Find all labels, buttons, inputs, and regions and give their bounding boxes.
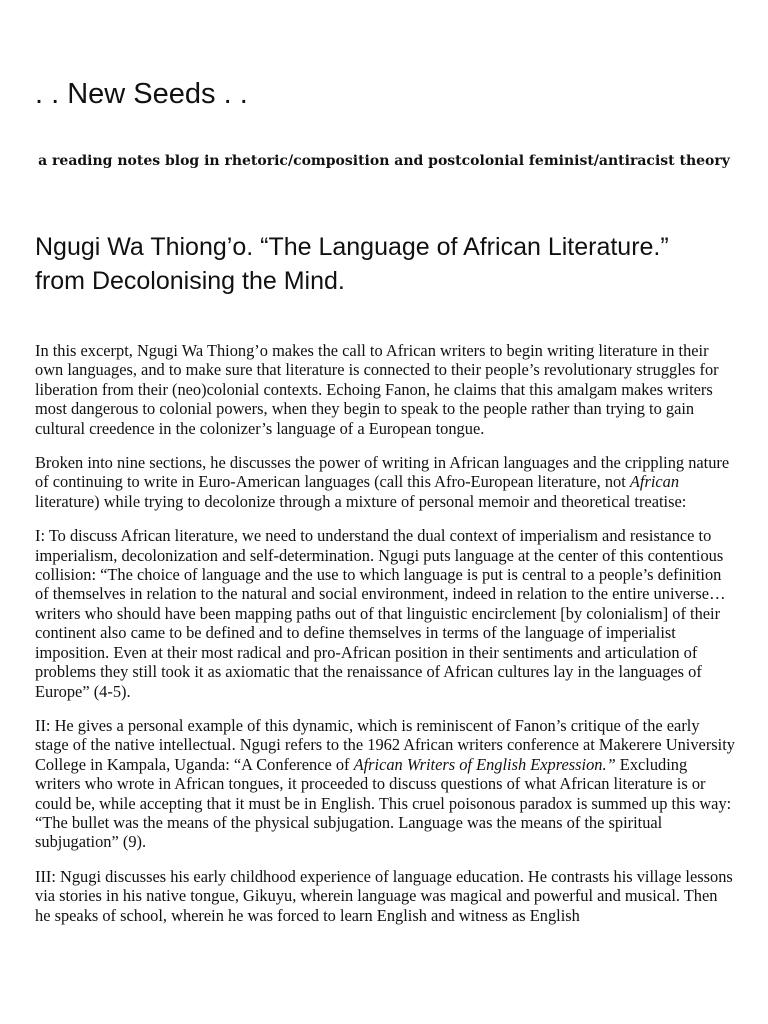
post-title-line-2: from Decolonising the Mind.	[35, 267, 345, 295]
post-paragraph-sections-overview	[35, 453, 735, 511]
post-paragraph-intro: In this excerpt, Ngugi Wa Thiong’o makes the call to African writers to begin writing literature in their own languages, and to make sure that literature is connected to their people’s revolutionary struggles for liberation from their (neo)colonial contexts. Echoing Fanon, he claims that this amalgam makes writers most dangerous to colonial powers, when they begin to speak to the people rather than trying to gain cultural creedence in the colonizer’s language of a European tongue.	[35, 341, 719, 438]
post-paragraph-section-iii: III: Ngugi discusses his early childhood experience of language education. He contrasts his village lessons via stories in his native tongue, Gikuyu, wherein language was magical and powerful and musical. Then he speaks of school, wherein he was forced to learn English and witness as English	[35, 866, 733, 925]
post-title-line-1: Ngugi Wa Thiong’o. “The Language of African Literature.”	[35, 233, 669, 261]
emphasis-conference-title: African Writers of English Expression.”	[353, 754, 616, 774]
emphasis-african: African	[629, 472, 680, 492]
site-title-link[interactable]: . . New Seeds . .	[35, 78, 248, 110]
post-body	[35, 341, 735, 940]
post-title	[35, 230, 735, 298]
paragraph-text: Excluding writers who wrote in African tongues, it proceeded to discuss questions of what African literature is or could be, while accepting that it must be in English. This cruel poisonous paradox is summed up this way: “The bullet was the means of the physical subjugation. Language was the means of the spiritual subjugation” (9).	[35, 754, 732, 852]
paragraph-text: literature) while trying to decolonize through a mixture of personal memoir and theoretical treatise:	[35, 491, 687, 511]
post-paragraph-section-ii	[35, 716, 735, 852]
post-paragraph-section-i: I: To discuss African literature, we need to understand the dual context of imperialism and resistance to imperialism, decolonization and self-determination. Ngugi puts language at the center of this contentious collision: “The choice of language and the use to which language is put is central to a people’s definition of themselves in relation to the natural and social environment, indeed in relation to the entire universe…writers who should have been mapping paths out of that linguistic encirclement [by colonialism] of their continent also came to be defined and to define themselves in terms of the language of imperialist imposition. Even at their most radical and pro-African position in their sentiments and articulation of problems they still took it as axiomatic that the renaissance of African cultures lay in the languages of Europe” (4-5).	[35, 526, 726, 701]
site-tagline: a reading notes blog in rhetoric/composition and postcolonial feminist/antiracist theory	[38, 153, 730, 169]
blog-post	[35, 230, 735, 925]
paragraph-text: II: He gives a personal example of this dynamic, which is reminiscent of Fanon’s critique of the early stage of the native intellectual. Ngugi refers to the 1962 African writers conference at Makerere University College in Kampala, Uganda: “A Conference of	[35, 715, 735, 774]
paragraph-text: Broken into nine sections, he discusses the power of writing in African languages and the crippling nature of continuing to write in Euro-American languages (call this Afro-European literature, not	[35, 453, 730, 492]
